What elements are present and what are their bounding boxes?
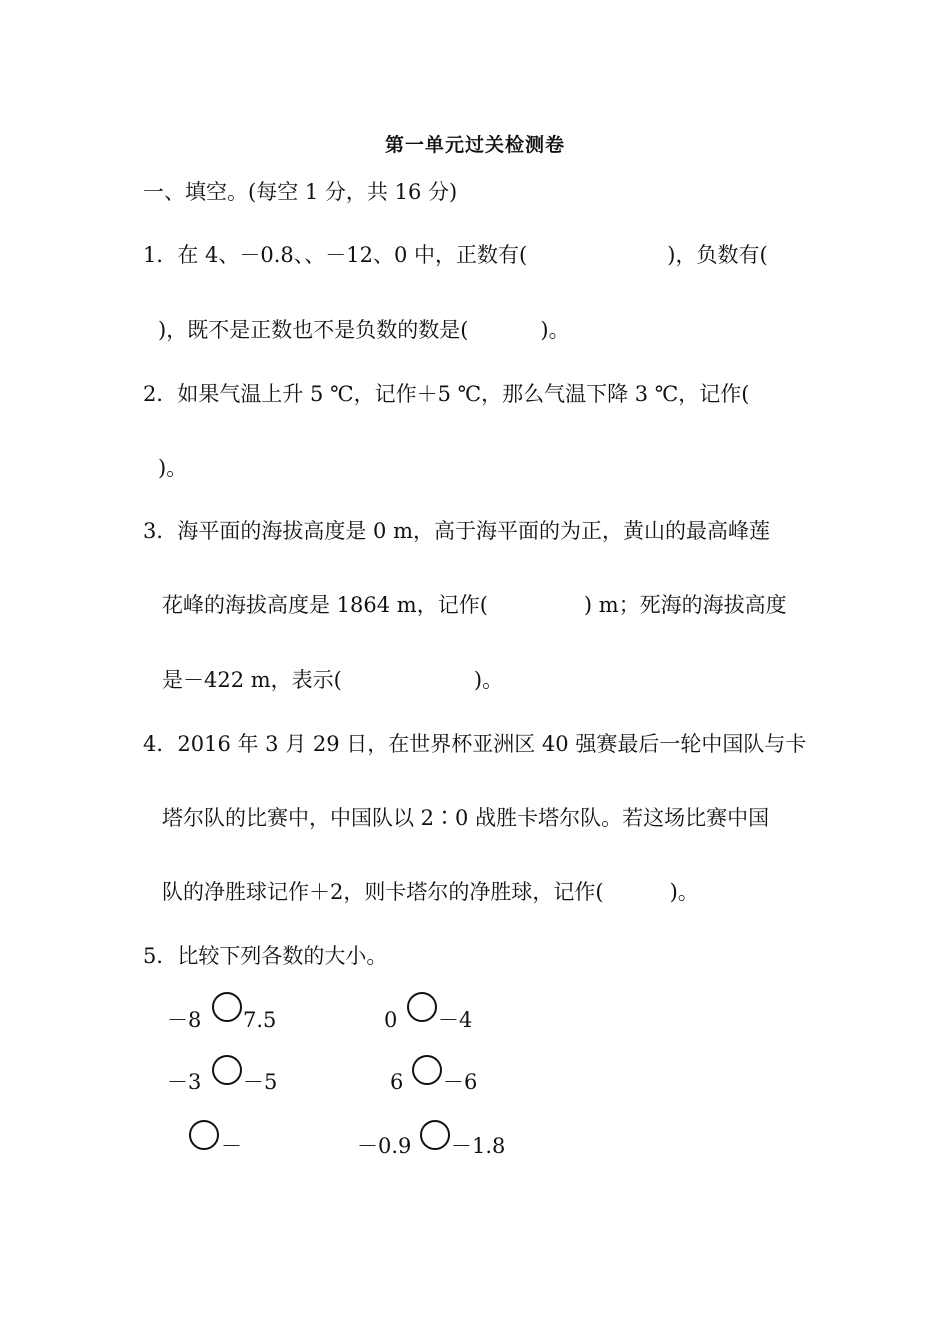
compare-circle-blank[interactable] [189, 1120, 219, 1150]
q3-line3 [162, 666, 503, 694]
compare-left-value: －8 [167, 1008, 202, 1032]
compare-circle-blank[interactable] [420, 1120, 450, 1150]
q3-line2 [162, 591, 787, 619]
compare-circle-blank[interactable] [212, 992, 242, 1022]
q1-line2 [143, 316, 570, 344]
compare-left-value: 6 [390, 1070, 404, 1094]
q3-line1: 3．海平面的海拔高度是 0 m，高于海平面的为正，黄山的最高峰莲 [143, 519, 770, 543]
q2-line2 [158, 454, 187, 482]
q4-line1: 4．2016 年 3 月 29 日，在世界杯亚洲区 40 强赛最后一轮中国队与卡 [143, 732, 807, 756]
q5-line1: 5．比较下列各数的大小。 [143, 944, 388, 968]
q3-line2-text-a: 花峰的海拔高度是 1864 m，记作( [162, 593, 488, 617]
compare-left-value: 0 [384, 1008, 398, 1032]
q3-line3-text-b: )。 [473, 668, 504, 692]
section-heading: 一、填空。(每空 1 分，共 16 分) [143, 180, 458, 204]
q1-line1 [143, 241, 768, 269]
q3-line3-text-a: 是－422 m，表示( [162, 668, 342, 692]
q1-line2-text-b: )。 [540, 318, 570, 342]
q4-line3-text-b: )。 [669, 880, 699, 904]
q1-line1-text-a: 1．在 4、－0.8、、－12、0 中，正数有( [143, 243, 528, 267]
q4-line3-text-a: 队的净胜球记作＋2，则卡塔尔的净胜球，记作( [162, 880, 604, 904]
compare-right-value: －6 [443, 1070, 478, 1094]
compare-right-value: －5 [243, 1070, 278, 1094]
q1-line1-text-b: )，负数有( [667, 243, 768, 267]
compare-right-value: － [221, 1134, 242, 1158]
page-title: 第一单元过关检测卷 [384, 134, 565, 156]
compare-circle-blank[interactable] [407, 992, 437, 1022]
compare-left-value: －0.9 [357, 1134, 412, 1158]
q2-line1: 2．如果气温上升 5 ℃，记作＋5 ℃，那么气温下降 3 ℃，记作( [143, 382, 750, 406]
q1-line2-text-a: )，既不是正数也不是负数的数是( [158, 318, 469, 342]
compare-circle-blank[interactable] [412, 1055, 442, 1085]
compare-right-value: －1.8 [451, 1134, 506, 1158]
q4-line2: 塔尔队的比赛中，中国队以 2∶0 战胜卡塔尔队。若这场比赛中国 [162, 806, 770, 830]
compare-right-value: －4 [438, 1008, 473, 1032]
compare-right-value: 7.5 [243, 1008, 277, 1032]
q4-line3 [162, 878, 699, 906]
compare-circle-blank[interactable] [212, 1055, 242, 1085]
q2-line2-text: )。 [158, 456, 188, 480]
compare-left-value: －3 [167, 1070, 202, 1094]
q3-line2-text-b: ) m；死海的海拔高度 [583, 593, 787, 617]
